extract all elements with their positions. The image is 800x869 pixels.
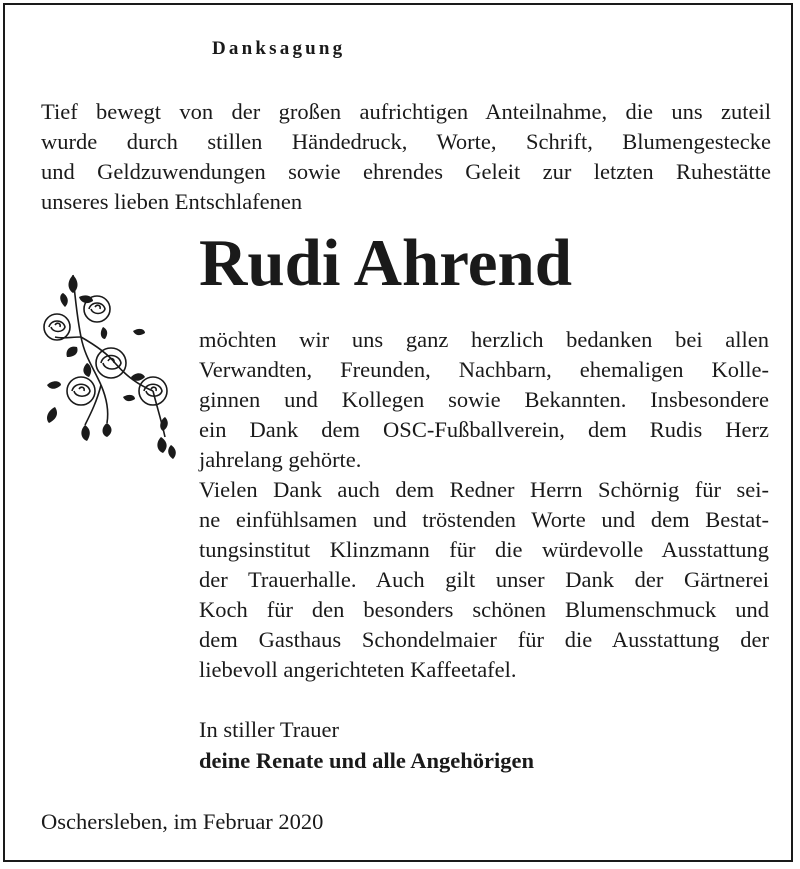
body-line: jahrelang gehörte. <box>199 447 362 472</box>
signers: deine Renate und alle Angehörigen <box>199 748 535 773</box>
mourning-line: In stiller Trauer <box>199 717 339 742</box>
thanks-paragraph <box>199 325 769 685</box>
body-line: ne einfühlsamen und tröstenden Worte und dem Bestat- <box>199 507 769 532</box>
obituary-frame <box>3 3 793 862</box>
notice-heading: Danksagung <box>212 38 346 59</box>
body-line: ein Dank dem OSC-Fußballverein, dem Rudis Herz <box>199 417 769 442</box>
body-line: ginnen und Kollegen sowie Bekannten. Insbesondere <box>199 387 769 412</box>
body-line: dem Gasthaus Schondelmaier für die Ausstattung der <box>199 627 769 652</box>
roses-branch-icon <box>35 267 185 467</box>
intro-line: und Geldzuwendungen sowie ehrendes Geleit zur letzten Ruhestätte <box>41 159 771 184</box>
deceased-name: Rudi Ahrend <box>199 226 573 300</box>
intro-line: wurde durch stillen Händedruck, Worte, Schrift, Blumengestecke <box>41 129 771 154</box>
body-line: möchten wir uns ganz herzlich bedanken bei allen <box>199 327 769 352</box>
body-line: Verwandten, Freunden, Nachbarn, ehemaligen Kolle- <box>199 357 769 382</box>
body-line: liebevoll angerichteten Kaffeetafel. <box>199 657 517 682</box>
body-line: der Trauerhalle. Auch gilt unser Dank der Gärtnerei <box>199 567 769 592</box>
body-line: tungsinstitut Klinzmann für die würdevolle Ausstattung <box>199 537 769 562</box>
body-line: Vielen Dank auch dem Redner Herrn Schörnig für sei- <box>199 477 769 502</box>
place-date: Oschersleben, im Februar 2020 <box>41 809 324 834</box>
intro-paragraph <box>41 97 771 217</box>
intro-line: unseres lieben Entschlafenen <box>41 189 303 214</box>
intro-line: Tief bewegt von der großen aufrichtigen Anteilnahme, die uns zuteil <box>41 99 771 124</box>
body-line: Koch für den besonders schönen Blumenschmuck und <box>199 597 769 622</box>
